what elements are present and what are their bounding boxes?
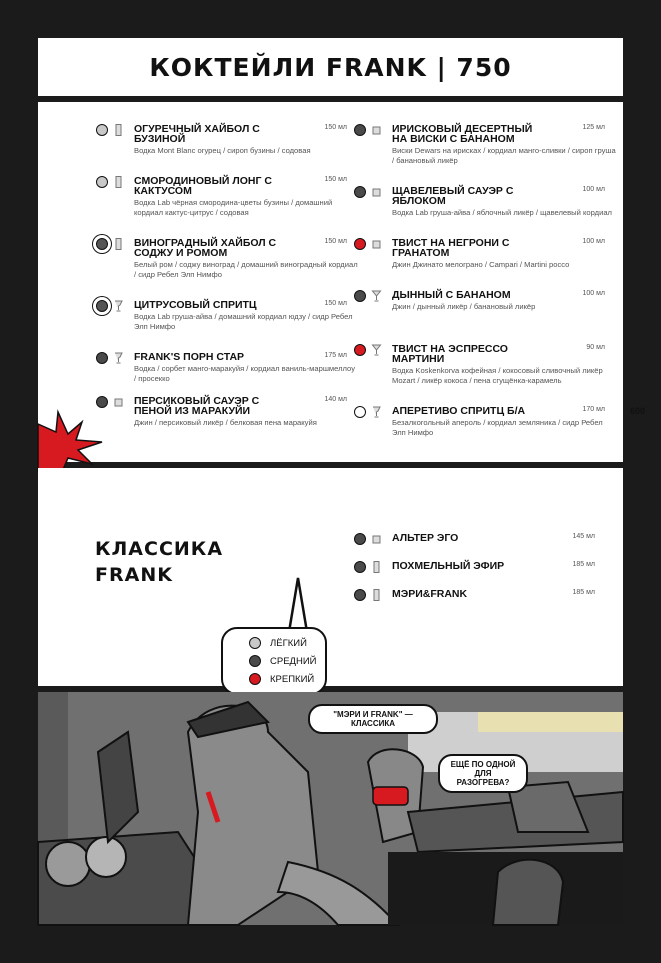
item-name: ЩАВЕЛЕВЫЙ САУЭР С ЯБЛОКОМ: [392, 185, 514, 207]
martini-glass-icon: [372, 343, 381, 355]
signature-cocktails-panel: [38, 102, 645, 462]
item-description: Водка Mont Blanc огурец / сироп бузины / содовая: [134, 146, 311, 155]
strength-medium-icon: [354, 124, 366, 136]
legend-medium: [249, 655, 316, 667]
light-dot-icon: [249, 637, 261, 649]
strength-medium-icon: [354, 290, 366, 302]
speech1-line2: КЛАССИКА: [350, 719, 396, 728]
strength-legend: [221, 627, 327, 695]
speech-bubble-classic: [308, 704, 438, 734]
strength-medium-icon: [96, 352, 108, 364]
comic-burst-graphic: [38, 412, 108, 472]
rocks-glass-icon: [372, 185, 381, 197]
item-volume: 150 мл: [324, 238, 347, 245]
strength-light-icon: [96, 124, 108, 136]
item-volume: 150 мл: [324, 300, 347, 307]
menu-item: [134, 396, 359, 428]
strength-medium-icon: [354, 589, 366, 601]
item-name: ОГУРЕЧНЫЙ ХАЙБОЛ С БУЗИНОЙ: [134, 123, 260, 145]
strength-none-icon: [354, 406, 366, 418]
item-name: FRANK'S ПОРН СТАР: [134, 351, 245, 363]
item-price: 600: [629, 406, 645, 416]
item-volume: 125 мл: [582, 124, 605, 131]
item-volume: 140 мл: [324, 396, 347, 403]
menu-item: [392, 124, 617, 166]
item-volume: 185 мл: [572, 561, 595, 568]
speech2-line2: ДЛЯ РАЗОГРЕВА?: [456, 769, 510, 787]
highball-glass-icon: [372, 588, 381, 600]
item-name: ИРИСКОВЫЙ ДЕСЕРТНЫЙ НА ВИСКИ С БАНАНОМ: [392, 123, 533, 145]
item-description: Виски Dewars на ирисках / кордиал манго-сливки / сироп груша / банановый ликёр: [392, 146, 616, 165]
item-name: ТВИСТ НА НЕГРОНИ С ГРАНАТОМ: [392, 237, 510, 259]
strength-light-icon: [96, 300, 108, 312]
item-volume: 90 мл: [586, 344, 605, 351]
item-name: ТВИСТ НА ЭСПРЕССО МАРТИНИ: [392, 343, 508, 365]
speech2-line1: ЕЩЁ ПО ОДНОЙ: [450, 760, 516, 769]
strong-dot-icon: [249, 673, 261, 685]
item-description: Джин / дынный ликёр / банановый ликёр: [392, 302, 536, 311]
item-description: Водка Lab груша-айва / яблочный ликёр / щавелевый кордиал: [392, 208, 612, 217]
page-title: КОКТЕЙЛИ FRANK | 750: [149, 52, 512, 82]
strength-strong-icon: [354, 238, 366, 250]
menu-item: [392, 405, 645, 438]
menu-item: [392, 533, 607, 543]
item-description: Безалкогольный апероль / кордиал земляника / сидр Ребел Элп Нимфо: [392, 418, 603, 437]
item-volume: 100 мл: [582, 290, 605, 297]
menu-item: [134, 176, 359, 218]
speech1-line1: "МЭРИ И FRANK" —: [333, 710, 413, 719]
item-volume: 175 мл: [324, 352, 347, 359]
menu-item: [134, 352, 359, 384]
highball-glass-icon: [114, 175, 123, 187]
item-volume: 150 мл: [324, 124, 347, 131]
menu-item: [392, 589, 607, 599]
rocks-glass-icon: [372, 532, 381, 544]
rocks-glass-icon: [372, 237, 381, 249]
martini-glass-icon: [372, 289, 381, 301]
strength-medium-icon: [354, 533, 366, 545]
menu-item: [134, 300, 359, 332]
item-name: АЛЬТЕР ЭГО: [392, 532, 459, 544]
classic-cocktails-panel: [38, 468, 623, 686]
strength-strong-icon: [354, 344, 366, 356]
legend-strong: [249, 673, 314, 685]
item-description: Водка Lab груша-айва / домашний кордиал юдзу / сидр Ребел Элп Нимфо: [134, 312, 353, 331]
legend-medium-label: СРЕДНИЙ: [270, 655, 317, 667]
item-description: Водка / сорбет манго-маракуйя / кордиал ваниль-маршмеллоу / просекко: [134, 364, 355, 383]
item-volume: 145 мл: [572, 533, 595, 540]
comic-illustration: [38, 692, 623, 925]
item-description: Водка Koskenkorva кофейная / кокосовый сливочный ликёр Mozart / ликёр кокоса / пена сгущёнка-карамель: [392, 366, 603, 385]
medium-dot-icon: [249, 655, 261, 667]
item-name: ЦИТРУСОВЫЙ СПРИТЦ: [134, 299, 257, 311]
wine-glass-icon: [114, 299, 123, 311]
item-volume: 170 мл: [582, 406, 605, 413]
classic-title-line2: FRANK: [95, 564, 173, 586]
strength-medium-icon: [354, 561, 366, 573]
rocks-glass-icon: [114, 395, 123, 407]
wine-glass-icon: [372, 405, 381, 417]
item-description: Джин / персиковый ликёр / белковая пена маракуйя: [134, 418, 317, 427]
menu-item: [392, 344, 617, 386]
item-name: СМОРОДИНОВЫЙ ЛОНГ С КАКТУСОМ: [134, 175, 272, 197]
menu-item: [134, 124, 359, 156]
item-description: Джин Джинато мелограно / Campari / Martini россо: [392, 260, 570, 269]
highball-glass-icon: [114, 123, 123, 135]
item-volume: 150 мл: [324, 176, 347, 183]
menu-item: [392, 290, 617, 312]
wine-glass-icon: [114, 351, 123, 363]
classic-section-title: [95, 536, 223, 588]
item-name: ПОХМЕЛЬНЫЙ ЭФИР: [392, 560, 505, 572]
strength-medium-icon: [354, 186, 366, 198]
item-volume: 100 мл: [582, 238, 605, 245]
legend-strong-label: КРЕПКИЙ: [270, 673, 315, 685]
strength-medium-icon: [96, 238, 108, 250]
item-name: АПЕРЕТИВО СПРИТЦ Б/А: [392, 405, 526, 417]
item-volume: 185 мл: [572, 589, 595, 596]
menu-item: [392, 186, 617, 218]
rocks-glass-icon: [372, 123, 381, 135]
item-name: ПЕРСИКОВЫЙ САУЭР С ПЕНОЙ ИЗ МАРАКУЙИ: [134, 395, 260, 417]
item-name: ВИНОГРАДНЫЙ ХАЙБОЛ С СОДЖУ И РОМОМ: [134, 237, 277, 259]
menu-item: [392, 238, 617, 270]
item-name: ДЫННЫЙ С БАНАНОМ: [392, 289, 511, 301]
strength-medium-icon: [96, 396, 108, 408]
highball-glass-icon: [372, 560, 381, 572]
menu-item: [392, 561, 607, 571]
item-description: Водка Lab чёрная смородина-цветы бузины / домашний кордиал кактус-цитрус / содовая: [134, 198, 333, 217]
menu-header: [38, 38, 623, 96]
item-name: МЭРИ&FRANK: [392, 588, 468, 600]
highball-glass-icon: [114, 237, 123, 249]
menu-item: [134, 238, 359, 280]
item-volume: 100 мл: [582, 186, 605, 193]
classic-title-line1: КЛАССИКА: [95, 538, 224, 560]
item-description: Белый ром / соджу виноград / домашний виноградный кордиал / сидр Ребел Элп Нимфо: [134, 260, 358, 279]
legend-light-label: ЛЁГКИЙ: [270, 637, 307, 649]
speech-bubble-warmup: [438, 754, 528, 793]
legend-light: [249, 637, 307, 649]
strength-light-icon: [96, 176, 108, 188]
